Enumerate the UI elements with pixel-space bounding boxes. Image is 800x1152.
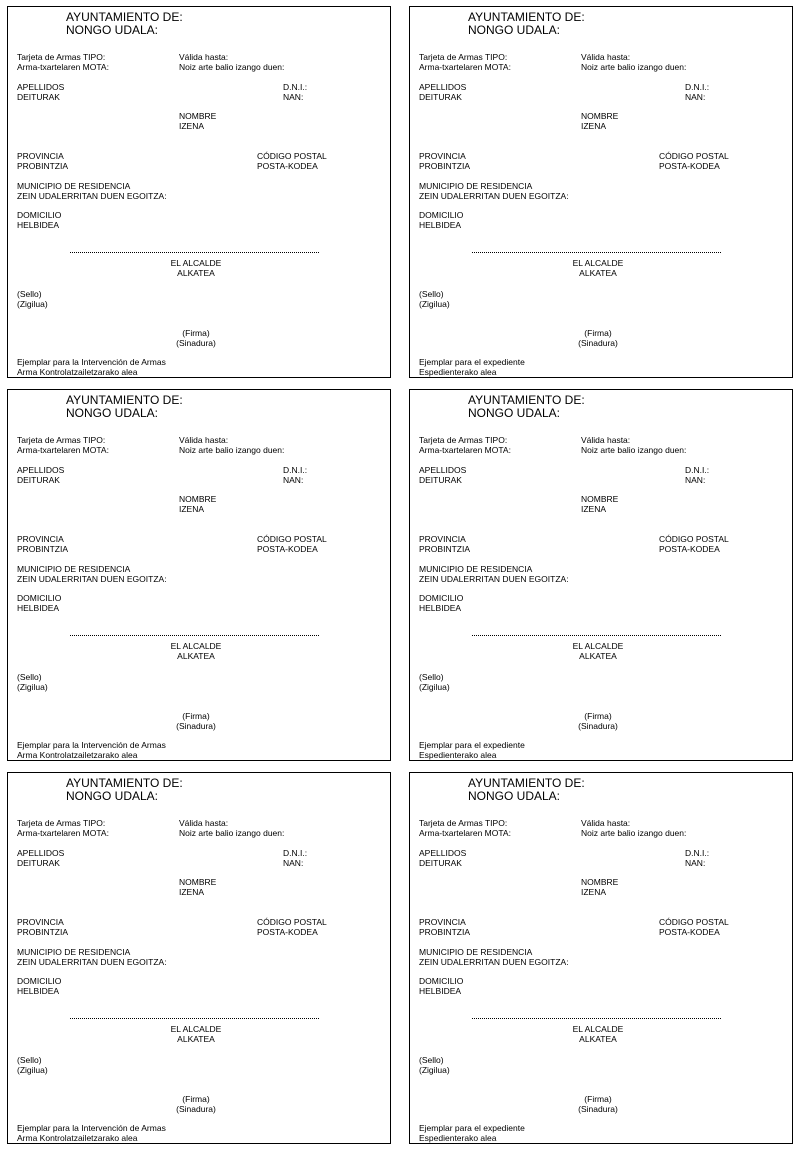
ayuntamiento-label: AYUNTAMIENTO DE: bbox=[468, 393, 585, 407]
dni-label-es: D.N.I.: bbox=[283, 848, 308, 858]
nombre-label-eu: IZENA bbox=[179, 121, 205, 131]
copy-designation bbox=[419, 357, 525, 377]
nombre-label-es: NOMBRE bbox=[179, 111, 217, 121]
tipo-label-eu: Arma-txartelaren MOTA: bbox=[17, 445, 109, 455]
license-card-intervencion-3 bbox=[7, 772, 391, 1144]
copy-label-eu: Espedienterako alea bbox=[419, 367, 497, 377]
provincia-label-es: PROVINCIA bbox=[17, 151, 64, 161]
firma-label bbox=[151, 1094, 241, 1114]
firma-label bbox=[151, 328, 241, 348]
dni-label-eu: NAN: bbox=[685, 475, 706, 485]
apellidos-field bbox=[17, 82, 64, 102]
nombre-field bbox=[581, 877, 618, 897]
license-card-expediente-1 bbox=[409, 6, 793, 378]
domicilio-label-es: DOMICILIO bbox=[17, 210, 62, 220]
udala-label: NONGO UDALA: bbox=[468, 23, 561, 37]
alcalde-label-eu: ALKATEA bbox=[177, 1034, 215, 1044]
domicilio-label-eu: HELBIDEA bbox=[17, 603, 60, 613]
apellidos-label-es: APELLIDOS bbox=[419, 848, 467, 858]
domicilio-field bbox=[17, 976, 61, 996]
domicilio-field bbox=[419, 593, 463, 613]
alcalde-label bbox=[553, 641, 643, 661]
dni-label-eu: NAN: bbox=[283, 858, 304, 868]
firma-label-es: (Firma) bbox=[584, 328, 612, 338]
signature-line bbox=[472, 252, 721, 253]
dni-field bbox=[283, 465, 307, 485]
apellidos-label-eu: DEITURAK bbox=[419, 475, 462, 485]
firma-label-eu: (Sinadura) bbox=[578, 338, 618, 348]
provincia-label-es: PROVINCIA bbox=[419, 151, 466, 161]
copy-label-eu: Arma Kontrolatzailetzarako alea bbox=[17, 750, 138, 760]
domicilio-field bbox=[419, 976, 463, 996]
ayuntamiento-label: AYUNTAMIENTO DE: bbox=[66, 776, 183, 790]
alcalde-label bbox=[151, 1024, 241, 1044]
apellidos-label-es: APELLIDOS bbox=[17, 465, 65, 475]
valida-label-es: Válida hasta: bbox=[581, 435, 631, 445]
license-card-intervencion-2 bbox=[7, 389, 391, 761]
domicilio-label-es: DOMICILIO bbox=[419, 593, 464, 603]
municipio-label-es: MUNICIPIO DE RESIDENCIA bbox=[17, 564, 131, 574]
cp-label-eu: POSTA-KODEA bbox=[659, 927, 720, 937]
municipio-label-eu: ZEIN UDALERRITAN DUEN EGOITZA: bbox=[419, 191, 569, 201]
provincia-label-eu: PROBINTZIA bbox=[419, 544, 471, 554]
alcalde-label bbox=[151, 641, 241, 661]
tipo-label-es: Tarjeta de Armas TIPO: bbox=[419, 818, 508, 828]
domicilio-label-eu: HELBIDEA bbox=[17, 220, 60, 230]
alcalde-label-eu: ALKATEA bbox=[579, 268, 617, 278]
apellidos-label-eu: DEITURAK bbox=[17, 92, 60, 102]
firma-label bbox=[553, 1094, 643, 1114]
municipio-label-es: MUNICIPIO DE RESIDENCIA bbox=[419, 181, 533, 191]
firma-label-es: (Firma) bbox=[182, 328, 210, 338]
alcalde-label bbox=[553, 258, 643, 278]
apellidos-field bbox=[419, 848, 466, 868]
codigo-postal-field bbox=[257, 534, 327, 554]
firma-label-eu: (Sinadura) bbox=[176, 721, 216, 731]
card-title bbox=[468, 394, 585, 420]
cp-label-es: CÓDIGO POSTAL bbox=[659, 151, 729, 161]
municipio-label-es: MUNICIPIO DE RESIDENCIA bbox=[419, 947, 533, 957]
municipio-field bbox=[419, 181, 569, 201]
municipio-field bbox=[17, 564, 167, 584]
tipo-field bbox=[17, 52, 109, 72]
sello-label-es: (Sello) bbox=[419, 289, 444, 299]
license-card-expediente-2 bbox=[409, 389, 793, 761]
sello-label-eu: (Zigilua) bbox=[17, 682, 48, 692]
tipo-label-eu: Arma-txartelaren MOTA: bbox=[419, 62, 511, 72]
tipo-label-es: Tarjeta de Armas TIPO: bbox=[419, 52, 508, 62]
sello-label bbox=[17, 1055, 48, 1075]
firma-label-eu: (Sinadura) bbox=[578, 1104, 618, 1114]
tipo-label-es: Tarjeta de Armas TIPO: bbox=[17, 52, 106, 62]
tipo-field bbox=[419, 435, 511, 455]
municipio-label-es: MUNICIPIO DE RESIDENCIA bbox=[419, 564, 533, 574]
nombre-label-es: NOMBRE bbox=[581, 494, 619, 504]
sello-label-eu: (Zigilua) bbox=[419, 682, 450, 692]
nombre-label-eu: IZENA bbox=[581, 887, 607, 897]
signature-line bbox=[472, 1018, 721, 1019]
ayuntamiento-label: AYUNTAMIENTO DE: bbox=[468, 10, 585, 24]
tipo-field bbox=[17, 435, 109, 455]
ayuntamiento-label: AYUNTAMIENTO DE: bbox=[66, 10, 183, 24]
cp-label-eu: POSTA-KODEA bbox=[257, 161, 318, 171]
municipio-field bbox=[17, 181, 167, 201]
nombre-field bbox=[179, 111, 216, 131]
license-card-intervencion-1 bbox=[7, 6, 391, 378]
license-card-expediente-3 bbox=[409, 772, 793, 1144]
sello-label-eu: (Zigilua) bbox=[419, 1065, 450, 1075]
valida-label-eu: Noiz arte balio izango duen: bbox=[179, 62, 285, 72]
apellidos-label-eu: DEITURAK bbox=[419, 92, 462, 102]
sello-label bbox=[17, 289, 48, 309]
apellidos-field bbox=[419, 82, 466, 102]
cp-label-es: CÓDIGO POSTAL bbox=[257, 151, 327, 161]
municipio-field bbox=[419, 947, 569, 967]
copy-label-eu: Arma Kontrolatzailetzarako alea bbox=[17, 367, 138, 377]
signature-line bbox=[472, 635, 721, 636]
alcalde-label-eu: ALKATEA bbox=[579, 651, 617, 661]
tipo-field bbox=[17, 818, 109, 838]
valida-field bbox=[179, 52, 284, 72]
apellidos-label-es: APELLIDOS bbox=[17, 82, 65, 92]
domicilio-label-eu: HELBIDEA bbox=[419, 986, 462, 996]
provincia-label-eu: PROBINTZIA bbox=[17, 927, 69, 937]
alcalde-label-eu: ALKATEA bbox=[579, 1034, 617, 1044]
domicilio-label-es: DOMICILIO bbox=[419, 976, 464, 986]
dni-label-eu: NAN: bbox=[685, 858, 706, 868]
apellidos-label-eu: DEITURAK bbox=[17, 858, 60, 868]
udala-label: NONGO UDALA: bbox=[468, 789, 561, 803]
copy-designation bbox=[419, 740, 525, 760]
copy-designation bbox=[17, 740, 166, 760]
valida-field bbox=[179, 435, 284, 455]
sello-label-eu: (Zigilua) bbox=[419, 299, 450, 309]
sello-label-eu: (Zigilua) bbox=[17, 1065, 48, 1075]
provincia-field bbox=[419, 534, 470, 554]
provincia-field bbox=[17, 534, 68, 554]
dni-label-es: D.N.I.: bbox=[685, 82, 710, 92]
domicilio-field bbox=[419, 210, 463, 230]
provincia-label-es: PROVINCIA bbox=[419, 917, 466, 927]
codigo-postal-field bbox=[659, 534, 729, 554]
municipio-label-eu: ZEIN UDALERRITAN DUEN EGOITZA: bbox=[17, 191, 167, 201]
valida-label-es: Válida hasta: bbox=[581, 52, 631, 62]
valida-label-es: Válida hasta: bbox=[179, 435, 229, 445]
sello-label bbox=[419, 672, 450, 692]
codigo-postal-field bbox=[257, 151, 327, 171]
firma-label-es: (Firma) bbox=[182, 1094, 210, 1104]
tipo-label-es: Tarjeta de Armas TIPO: bbox=[17, 818, 106, 828]
firma-label-eu: (Sinadura) bbox=[176, 1104, 216, 1114]
copy-label-es: Ejemplar para la Intervención de Armas bbox=[17, 740, 166, 750]
valida-label-eu: Noiz arte balio izango duen: bbox=[179, 828, 285, 838]
municipio-label-eu: ZEIN UDALERRITAN DUEN EGOITZA: bbox=[419, 574, 569, 584]
cp-label-es: CÓDIGO POSTAL bbox=[659, 917, 729, 927]
domicilio-field bbox=[17, 593, 61, 613]
provincia-label-es: PROVINCIA bbox=[419, 534, 466, 544]
copy-label-es: Ejemplar para la Intervención de Armas bbox=[17, 1123, 166, 1133]
firma-label-eu: (Sinadura) bbox=[578, 721, 618, 731]
valida-label-eu: Noiz arte balio izango duen: bbox=[581, 445, 687, 455]
domicilio-label-es: DOMICILIO bbox=[17, 593, 62, 603]
alcalde-label bbox=[151, 258, 241, 278]
sello-label-es: (Sello) bbox=[419, 672, 444, 682]
provincia-label-eu: PROBINTZIA bbox=[419, 161, 471, 171]
copy-designation bbox=[17, 357, 166, 377]
alcalde-label-es: EL ALCALDE bbox=[572, 1024, 624, 1034]
valida-field bbox=[581, 52, 686, 72]
card-title bbox=[66, 777, 183, 803]
udala-label: NONGO UDALA: bbox=[66, 406, 159, 420]
sello-label bbox=[419, 1055, 450, 1075]
udala-label: NONGO UDALA: bbox=[66, 789, 159, 803]
valida-field bbox=[581, 435, 686, 455]
municipio-field bbox=[17, 947, 167, 967]
cp-label-eu: POSTA-KODEA bbox=[659, 544, 720, 554]
apellidos-field bbox=[419, 465, 466, 485]
dni-label-eu: NAN: bbox=[283, 475, 304, 485]
domicilio-label-eu: HELBIDEA bbox=[419, 603, 462, 613]
dni-label-es: D.N.I.: bbox=[283, 82, 308, 92]
firma-label bbox=[553, 711, 643, 731]
cp-label-es: CÓDIGO POSTAL bbox=[659, 534, 729, 544]
copy-label-es: Ejemplar para el expediente bbox=[419, 1123, 525, 1133]
nombre-label-es: NOMBRE bbox=[179, 494, 217, 504]
municipio-label-eu: ZEIN UDALERRITAN DUEN EGOITZA: bbox=[419, 957, 569, 967]
dni-label-es: D.N.I.: bbox=[283, 465, 308, 475]
valida-label-eu: Noiz arte balio izango duen: bbox=[581, 828, 687, 838]
domicilio-label-es: DOMICILIO bbox=[17, 976, 62, 986]
municipio-label-es: MUNICIPIO DE RESIDENCIA bbox=[17, 947, 131, 957]
sello-label bbox=[17, 672, 48, 692]
copy-label-es: Ejemplar para el expediente bbox=[419, 357, 525, 367]
cp-label-es: CÓDIGO POSTAL bbox=[257, 534, 327, 544]
signature-line bbox=[70, 635, 319, 636]
codigo-postal-field bbox=[257, 917, 327, 937]
valida-label-eu: Noiz arte balio izango duen: bbox=[179, 445, 285, 455]
udala-label: NONGO UDALA: bbox=[468, 406, 561, 420]
nombre-label-eu: IZENA bbox=[581, 121, 607, 131]
apellidos-label-es: APELLIDOS bbox=[419, 465, 467, 475]
copy-label-eu: Espedienterako alea bbox=[419, 750, 497, 760]
nombre-label-eu: IZENA bbox=[179, 504, 205, 514]
firma-label bbox=[151, 711, 241, 731]
apellidos-field bbox=[17, 465, 64, 485]
dni-label-es: D.N.I.: bbox=[685, 465, 710, 475]
municipio-label-eu: ZEIN UDALERRITAN DUEN EGOITZA: bbox=[17, 957, 167, 967]
card-title bbox=[66, 394, 183, 420]
tipo-label-eu: Arma-txartelaren MOTA: bbox=[419, 445, 511, 455]
dni-label-eu: NAN: bbox=[685, 92, 706, 102]
provincia-label-es: PROVINCIA bbox=[17, 917, 64, 927]
provincia-field bbox=[17, 151, 68, 171]
firma-label-eu: (Sinadura) bbox=[176, 338, 216, 348]
cp-label-eu: POSTA-KODEA bbox=[659, 161, 720, 171]
domicilio-field bbox=[17, 210, 61, 230]
card-title bbox=[468, 11, 585, 37]
provincia-field bbox=[419, 917, 470, 937]
nombre-field bbox=[179, 494, 216, 514]
tipo-label-eu: Arma-txartelaren MOTA: bbox=[17, 828, 109, 838]
dni-label-es: D.N.I.: bbox=[685, 848, 710, 858]
sello-label-es: (Sello) bbox=[17, 1055, 42, 1065]
apellidos-label-es: APELLIDOS bbox=[419, 82, 467, 92]
tipo-label-eu: Arma-txartelaren MOTA: bbox=[419, 828, 511, 838]
provincia-label-eu: PROBINTZIA bbox=[419, 927, 471, 937]
nombre-label-es: NOMBRE bbox=[581, 877, 619, 887]
ayuntamiento-label: AYUNTAMIENTO DE: bbox=[66, 393, 183, 407]
nombre-label-es: NOMBRE bbox=[581, 111, 619, 121]
provincia-field bbox=[419, 151, 470, 171]
sello-label-es: (Sello) bbox=[17, 289, 42, 299]
nombre-label-eu: IZENA bbox=[581, 504, 607, 514]
tipo-label-eu: Arma-txartelaren MOTA: bbox=[17, 62, 109, 72]
nombre-label-es: NOMBRE bbox=[179, 877, 217, 887]
cp-label-eu: POSTA-KODEA bbox=[257, 544, 318, 554]
valida-label-es: Válida hasta: bbox=[179, 818, 229, 828]
nombre-field bbox=[581, 494, 618, 514]
dni-field bbox=[685, 465, 709, 485]
alcalde-label-es: EL ALCALDE bbox=[572, 641, 624, 651]
alcalde-label-eu: ALKATEA bbox=[177, 651, 215, 661]
valida-field bbox=[581, 818, 686, 838]
alcalde-label-es: EL ALCALDE bbox=[572, 258, 624, 268]
municipio-label-eu: ZEIN UDALERRITAN DUEN EGOITZA: bbox=[17, 574, 167, 584]
domicilio-label-eu: HELBIDEA bbox=[17, 986, 60, 996]
copy-label-es: Ejemplar para el expediente bbox=[419, 740, 525, 750]
tipo-field bbox=[419, 818, 511, 838]
sello-label bbox=[419, 289, 450, 309]
copy-designation bbox=[419, 1123, 525, 1143]
valida-label-es: Válida hasta: bbox=[179, 52, 229, 62]
firma-label-es: (Firma) bbox=[584, 1094, 612, 1104]
alcalde-label-es: EL ALCALDE bbox=[170, 641, 222, 651]
tipo-label-es: Tarjeta de Armas TIPO: bbox=[419, 435, 508, 445]
municipio-label-es: MUNICIPIO DE RESIDENCIA bbox=[17, 181, 131, 191]
dni-field bbox=[283, 848, 307, 868]
ayuntamiento-label: AYUNTAMIENTO DE: bbox=[468, 776, 585, 790]
sello-label-es: (Sello) bbox=[419, 1055, 444, 1065]
card-title bbox=[468, 777, 585, 803]
dni-field bbox=[283, 82, 307, 102]
cp-label-eu: POSTA-KODEA bbox=[257, 927, 318, 937]
valida-label-es: Válida hasta: bbox=[581, 818, 631, 828]
dni-field bbox=[685, 848, 709, 868]
udala-label: NONGO UDALA: bbox=[66, 23, 159, 37]
signature-line bbox=[70, 252, 319, 253]
provincia-label-es: PROVINCIA bbox=[17, 534, 64, 544]
valida-label-eu: Noiz arte balio izango duen: bbox=[581, 62, 687, 72]
provincia-label-eu: PROBINTZIA bbox=[17, 161, 69, 171]
dni-label-eu: NAN: bbox=[283, 92, 304, 102]
card-title bbox=[66, 11, 183, 37]
firma-label-es: (Firma) bbox=[182, 711, 210, 721]
sello-label-eu: (Zigilua) bbox=[17, 299, 48, 309]
cp-label-es: CÓDIGO POSTAL bbox=[257, 917, 327, 927]
copy-label-eu: Arma Kontrolatzailetzarako alea bbox=[17, 1133, 138, 1143]
firma-label bbox=[553, 328, 643, 348]
nombre-field bbox=[581, 111, 618, 131]
apellidos-label-eu: DEITURAK bbox=[17, 475, 60, 485]
sello-label-es: (Sello) bbox=[17, 672, 42, 682]
apellidos-field bbox=[17, 848, 64, 868]
tipo-field bbox=[419, 52, 511, 72]
dni-field bbox=[685, 82, 709, 102]
firma-label-es: (Firma) bbox=[584, 711, 612, 721]
domicilio-label-eu: HELBIDEA bbox=[419, 220, 462, 230]
codigo-postal-field bbox=[659, 917, 729, 937]
alcalde-label-es: EL ALCALDE bbox=[170, 258, 222, 268]
alcalde-label-eu: ALKATEA bbox=[177, 268, 215, 278]
alcalde-label bbox=[553, 1024, 643, 1044]
copy-designation bbox=[17, 1123, 166, 1143]
nombre-label-eu: IZENA bbox=[179, 887, 205, 897]
codigo-postal-field bbox=[659, 151, 729, 171]
copy-label-es: Ejemplar para la Intervención de Armas bbox=[17, 357, 166, 367]
apellidos-label-eu: DEITURAK bbox=[419, 858, 462, 868]
apellidos-label-es: APELLIDOS bbox=[17, 848, 65, 858]
provincia-label-eu: PROBINTZIA bbox=[17, 544, 69, 554]
municipio-field bbox=[419, 564, 569, 584]
nombre-field bbox=[179, 877, 216, 897]
valida-field bbox=[179, 818, 284, 838]
provincia-field bbox=[17, 917, 68, 937]
domicilio-label-es: DOMICILIO bbox=[419, 210, 464, 220]
tipo-label-es: Tarjeta de Armas TIPO: bbox=[17, 435, 106, 445]
alcalde-label-es: EL ALCALDE bbox=[170, 1024, 222, 1034]
copy-label-eu: Espedienterako alea bbox=[419, 1133, 497, 1143]
signature-line bbox=[70, 1018, 319, 1019]
